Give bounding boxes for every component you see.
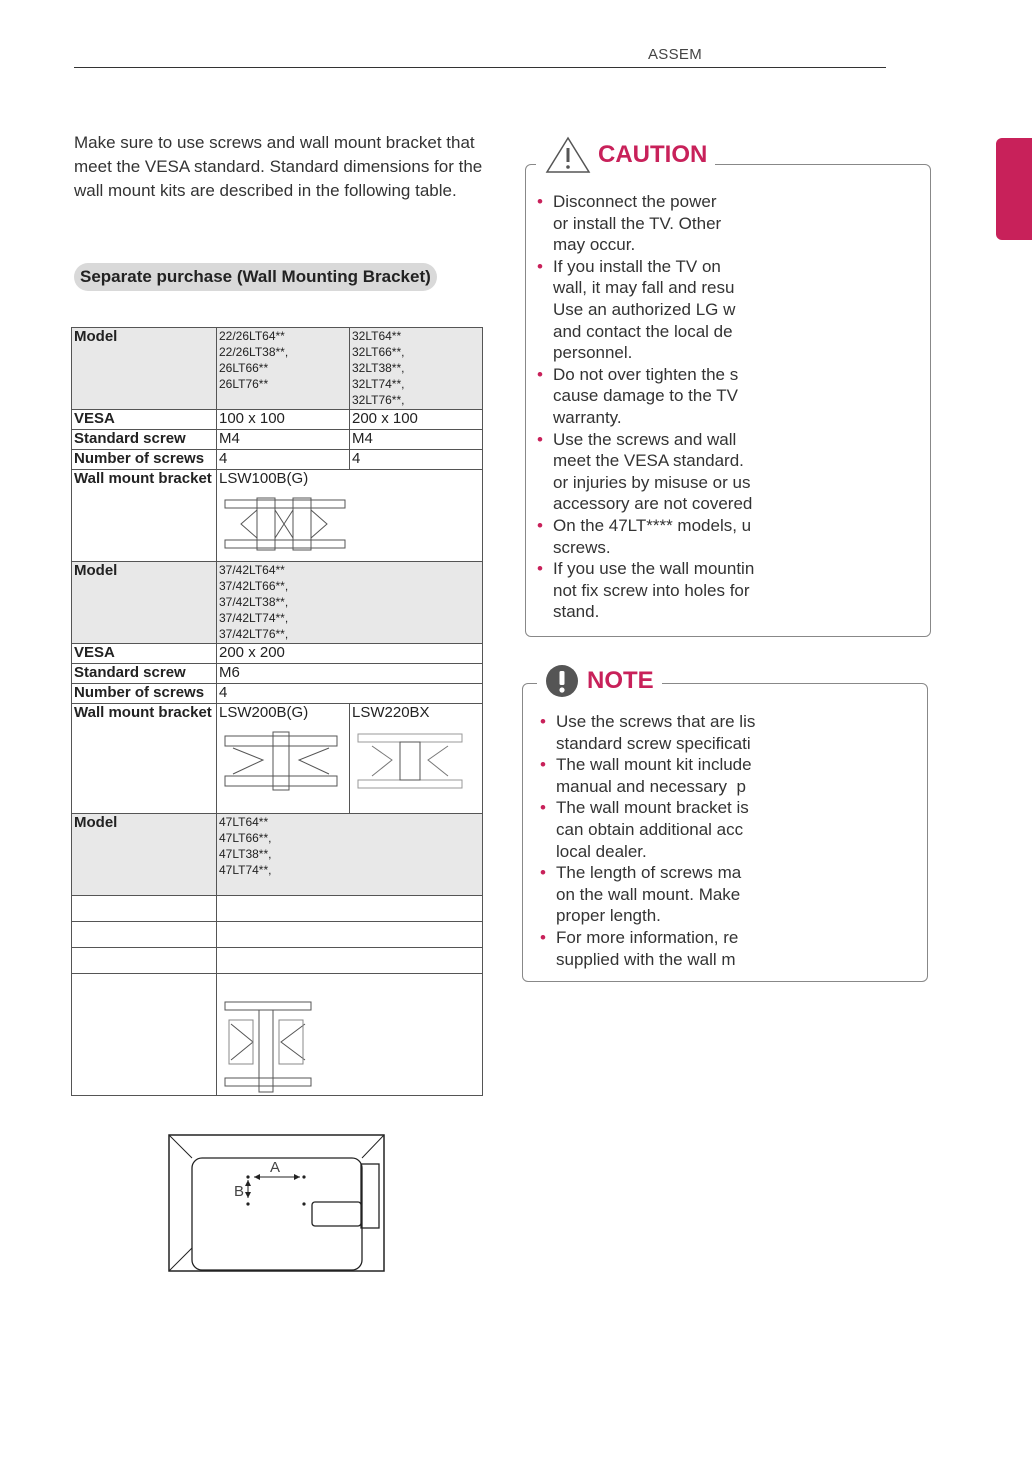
label-screw-count: Number of screws (72, 450, 217, 470)
caution-item: • On the 47LT**** models, u screws. (537, 515, 754, 558)
model-list-b: 32LT64** 32LT66**, 32LT38**, 32LT74**, 32LT76**, (350, 328, 483, 410)
model-list: 47LT64** 47LT66**, 47LT38**, 47LT74**, (217, 814, 483, 896)
empty-cell (72, 922, 217, 948)
caution-item: • Do not over tighten the s cause damage to the TV warranty. (537, 364, 754, 429)
caution-item: • If you install the TV on wall, it may fall and resu Use an authorized LG w and contact the local de personnel. (537, 256, 754, 364)
note-heading (537, 664, 662, 698)
vesa-value: 100 x 100 (217, 410, 350, 430)
caution-list (537, 191, 754, 623)
note-item: • The wall mount kit include manual and necessary p (540, 754, 755, 797)
label-model: Model (72, 562, 217, 644)
screw-value: M4 (350, 430, 483, 450)
label-screw: Standard screw (72, 664, 217, 684)
note-title: NOTE (587, 667, 654, 694)
language-tab (996, 138, 1032, 240)
label-bracket: Wall mount bracket (72, 704, 217, 814)
model-list: 37/42LT64** 37/42LT66**, 37/42LT38**, 37/42LT74**, 37/42LT76**, (217, 562, 483, 644)
note-list (540, 711, 755, 970)
empty-cell (72, 948, 217, 974)
bracket-lsw100-image (223, 496, 347, 552)
caution-item: • If you use the wall mountin not fix screw into holes for stand. (537, 558, 754, 623)
label-screw-count: Number of screws (72, 684, 217, 704)
label-model: Model (72, 328, 217, 410)
note-box (522, 667, 928, 982)
dimension-label-a: A (270, 1159, 281, 1176)
screw-count: 4 (350, 450, 483, 470)
bracket-cell (217, 974, 483, 1096)
caution-item: • Use the screws and wall meet the VESA standard. or injuries by misuse or us accessory are not covered (537, 429, 754, 515)
intro-paragraph: Make sure to use screws and wall mount bracket that meet the VESA standard. Standard dimensions for the wall mount kits are described in the following table. (74, 133, 483, 200)
bracket-lsw200-image (223, 730, 339, 792)
empty-cell (217, 896, 483, 922)
empty-cell (72, 974, 217, 1096)
note-item: • The length of screws ma on the wall mount. Make proper length. (540, 862, 755, 927)
screw-value: M4 (217, 430, 350, 450)
model-list-a: 22/26LT64** 22/26LT38**, 26LT66** 26LT76** (217, 328, 350, 410)
label-vesa: VESA (72, 644, 217, 664)
caution-box (525, 141, 931, 637)
tv-back-diagram (168, 1134, 386, 1274)
note-item: • For more information, re supplied with the wall m (540, 927, 755, 970)
label-vesa: VESA (72, 410, 217, 430)
bracket-name: LSW220BX (352, 704, 430, 721)
label-model: Model (72, 814, 217, 896)
caution-title: CAUTION (598, 141, 708, 168)
empty-cell (217, 948, 483, 974)
vesa-value: 200 x 100 (350, 410, 483, 430)
bracket-cell (350, 704, 483, 814)
bracket-cell (217, 470, 483, 562)
warning-triangle-icon (544, 135, 592, 175)
section-header: ASSEM (648, 46, 703, 63)
screw-count: 4 (217, 684, 483, 704)
header-rule (74, 67, 886, 68)
label-screw: Standard screw (72, 430, 217, 450)
wall-mount-spec-table (71, 327, 483, 1096)
bracket-name: LSW100B(G) (219, 470, 309, 487)
bracket-name: LSW200B(G) (219, 704, 309, 721)
caution-heading (536, 135, 715, 175)
exclamation-icon (545, 664, 579, 698)
caution-item: • Disconnect the power or install the TV. Other may occur. (537, 191, 754, 256)
dimension-label-b: B (234, 1183, 245, 1200)
empty-cell (217, 922, 483, 948)
bracket-47lt-image (223, 998, 313, 1094)
vesa-value: 200 x 200 (217, 644, 483, 664)
note-item: • Use the screws that are lis standard screw specificati (540, 711, 755, 754)
screw-value: M6 (217, 664, 483, 684)
section-label: Separate purchase (Wall Mounting Bracket) (74, 263, 437, 291)
screw-count: 4 (217, 450, 350, 470)
bracket-lsw220-image (356, 730, 466, 792)
label-bracket: Wall mount bracket (72, 470, 217, 562)
bracket-cell (217, 704, 350, 814)
note-item: • The wall mount bracket is can obtain additional acc local dealer. (540, 797, 755, 862)
empty-cell (72, 896, 217, 922)
